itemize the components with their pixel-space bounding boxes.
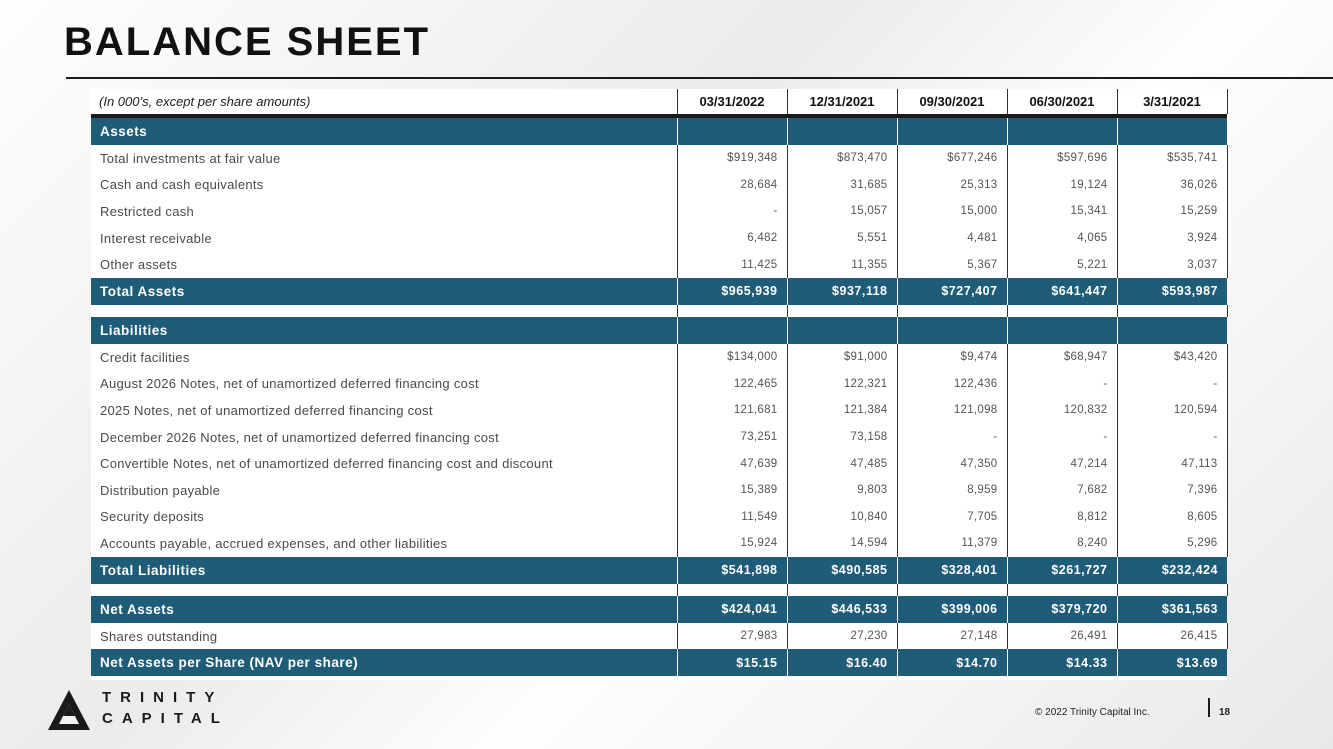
row-value: $597,696 — [1007, 145, 1117, 172]
section-cell — [787, 317, 897, 344]
row-value: $14.70 — [897, 649, 1007, 676]
row-value: $424,041 — [677, 596, 787, 623]
spacer-cell — [1117, 584, 1227, 596]
net-assets-row — [91, 596, 1227, 623]
row-value: 5,296 — [1117, 530, 1227, 557]
row-value: 11,549 — [677, 504, 787, 531]
spacer-cell — [787, 584, 897, 596]
row-value: 120,832 — [1007, 397, 1117, 424]
row-value: 47,350 — [897, 450, 1007, 477]
shares-outstanding-row — [91, 623, 1227, 650]
row-value: $328,401 — [897, 557, 1007, 584]
table-row — [91, 504, 1227, 531]
row-value: 121,098 — [897, 397, 1007, 424]
row-value: 5,367 — [897, 251, 1007, 278]
row-label: December 2026 Notes, net of unamortized deferred financing cost — [100, 429, 500, 445]
row-value: $16.40 — [787, 649, 897, 676]
row-value: 3,037 — [1117, 251, 1227, 278]
title-divider — [66, 77, 1333, 79]
row-value: $261,727 — [1007, 557, 1117, 584]
row-label: Distribution payable — [100, 482, 221, 498]
row-value: 121,681 — [677, 397, 787, 424]
row-value: - — [1007, 371, 1117, 398]
section-cell — [677, 118, 787, 145]
row-value: 47,485 — [787, 450, 897, 477]
units-note: (In 000’s, except per share amounts) — [99, 94, 311, 109]
total-liabilities-row — [91, 557, 1227, 584]
row-value: 122,436 — [897, 371, 1007, 398]
row-value: 9,803 — [787, 477, 897, 504]
row-value: $965,939 — [677, 278, 787, 305]
row-value: $727,407 — [897, 278, 1007, 305]
section-cell — [787, 118, 897, 145]
section-cell — [897, 118, 1007, 145]
row-value: 47,214 — [1007, 450, 1117, 477]
row-label: Credit facilities — [100, 349, 190, 365]
row-value: $541,898 — [677, 557, 787, 584]
table-row — [91, 198, 1227, 225]
trinity-capital-logo — [46, 688, 229, 732]
row-value: - — [1007, 424, 1117, 451]
row-value: $13.69 — [1117, 649, 1227, 676]
table-row — [91, 251, 1227, 278]
row-value: 36,026 — [1117, 172, 1227, 199]
column-header-date: 12/31/2021 — [787, 89, 897, 114]
table-row — [91, 424, 1227, 451]
row-value: 47,113 — [1117, 450, 1227, 477]
row-value: 14,594 — [787, 530, 897, 557]
row-value: $134,000 — [677, 344, 787, 371]
spacer-row — [91, 584, 1227, 596]
page-title: BALANCE SHEET — [64, 20, 431, 64]
row-value: 7,705 — [897, 504, 1007, 531]
row-value: 8,959 — [897, 477, 1007, 504]
row-value: $446,533 — [787, 596, 897, 623]
spacer-cell — [91, 305, 677, 317]
row-value: $937,118 — [787, 278, 897, 305]
row-value: 8,812 — [1007, 504, 1117, 531]
row-value: - — [897, 424, 1007, 451]
spacer-cell — [677, 305, 787, 317]
row-value: $379,720 — [1007, 596, 1117, 623]
logo-word-trinity: TRINITY — [102, 689, 224, 706]
column-header-date: 03/31/2022 — [677, 89, 787, 114]
section-cell — [897, 317, 1007, 344]
row-value: 11,355 — [787, 251, 897, 278]
row-value: 26,491 — [1007, 623, 1117, 650]
row-value: $9,474 — [897, 344, 1007, 371]
page-number: 18 — [1219, 707, 1231, 718]
row-label: Net Assets per Share (NAV per share) — [91, 649, 677, 676]
row-value: 7,396 — [1117, 477, 1227, 504]
row-label: Net Assets — [91, 596, 677, 623]
row-value: 15,259 — [1117, 198, 1227, 225]
row-value: 31,685 — [787, 172, 897, 199]
assets-section-header — [91, 118, 1227, 145]
column-header-date: 09/30/2021 — [897, 89, 1007, 114]
column-header-date: 06/30/2021 — [1007, 89, 1117, 114]
row-value: 26,415 — [1117, 623, 1227, 650]
section-cell — [1117, 317, 1227, 344]
section-label: Liabilities — [91, 317, 677, 344]
row-value: $14.33 — [1007, 649, 1117, 676]
table-row — [91, 371, 1227, 398]
row-label: Total Liabilities — [91, 557, 677, 584]
row-label: 2025 Notes, net of unamortized deferred financing cost — [100, 402, 433, 418]
row-value: $641,447 — [1007, 278, 1117, 305]
row-value: 3,924 — [1117, 225, 1227, 252]
row-value: 19,124 — [1007, 172, 1117, 199]
row-value: $490,585 — [787, 557, 897, 584]
row-value: 121,384 — [787, 397, 897, 424]
row-label: Other assets — [100, 257, 178, 273]
row-value: 47,639 — [677, 450, 787, 477]
footer-divider — [1208, 698, 1210, 717]
table-row — [91, 172, 1227, 199]
row-value: 122,321 — [787, 371, 897, 398]
row-value: $399,006 — [897, 596, 1007, 623]
row-value: 15,341 — [1007, 198, 1117, 225]
section-cell — [1007, 317, 1117, 344]
section-label: Assets — [91, 118, 677, 145]
spacer-row — [91, 305, 1227, 317]
logo-word-capital: CAPITAL — [102, 710, 229, 727]
row-value: 8,240 — [1007, 530, 1117, 557]
row-value: 8,605 — [1117, 504, 1227, 531]
row-value: 73,158 — [787, 424, 897, 451]
row-value: 15,924 — [677, 530, 787, 557]
row-label: Cash and cash equivalents — [100, 177, 264, 193]
row-value: $919,348 — [677, 145, 787, 172]
row-value: $15.15 — [677, 649, 787, 676]
row-value: 120,594 — [1117, 397, 1227, 424]
row-label: Total investments at fair value — [100, 150, 281, 166]
row-value: 11,425 — [677, 251, 787, 278]
row-value: 5,221 — [1007, 251, 1117, 278]
spacer-cell — [1007, 305, 1117, 317]
spacer-cell — [1117, 305, 1227, 317]
row-value: $68,947 — [1007, 344, 1117, 371]
table-header-row — [91, 89, 1227, 114]
total-assets-row — [91, 278, 1227, 305]
spacer-cell — [1007, 584, 1117, 596]
row-value: $593,987 — [1117, 278, 1227, 305]
row-value: 28,684 — [677, 172, 787, 199]
column-header-date: 3/31/2021 — [1117, 89, 1227, 114]
spacer-cell — [677, 584, 787, 596]
table-row — [91, 225, 1227, 252]
row-value: 73,251 — [677, 424, 787, 451]
section-cell — [677, 317, 787, 344]
row-value: 122,465 — [677, 371, 787, 398]
table-row — [91, 530, 1227, 557]
table-row — [91, 397, 1227, 424]
table-row — [91, 450, 1227, 477]
row-value: 15,389 — [677, 477, 787, 504]
row-label: Security deposits — [100, 509, 205, 525]
nav-per-share-row — [91, 649, 1227, 676]
row-label: Total Assets — [91, 278, 677, 305]
section-cell — [1117, 118, 1227, 145]
row-value: 27,983 — [677, 623, 787, 650]
row-value: 25,313 — [897, 172, 1007, 199]
row-label: Accounts payable, accrued expenses, and other liabilities — [100, 535, 448, 551]
table-row — [91, 145, 1227, 172]
copyright-notice: © 2022 Trinity Capital Inc. — [1035, 707, 1150, 718]
row-value: - — [1117, 424, 1227, 451]
row-value: $535,741 — [1117, 145, 1227, 172]
row-value: 5,551 — [787, 225, 897, 252]
row-value: $232,424 — [1117, 557, 1227, 584]
trinity-logo-mark-icon — [46, 688, 92, 732]
row-value: 10,840 — [787, 504, 897, 531]
row-value: $677,246 — [897, 145, 1007, 172]
row-value: $361,563 — [1117, 596, 1227, 623]
section-cell — [1007, 118, 1117, 145]
row-label: Interest receivable — [100, 230, 212, 246]
balance-sheet-panel — [91, 89, 1227, 680]
row-value: - — [1117, 371, 1227, 398]
row-value: 4,065 — [1007, 225, 1117, 252]
row-label: August 2026 Notes, net of unamortized deferred financing cost — [100, 376, 479, 392]
liabilities-section-header — [91, 317, 1227, 344]
row-label: Restricted cash — [100, 203, 195, 219]
row-value: 27,230 — [787, 623, 897, 650]
table-row — [91, 344, 1227, 371]
spacer-cell — [787, 305, 897, 317]
row-value: $873,470 — [787, 145, 897, 172]
row-value: $43,420 — [1117, 344, 1227, 371]
row-value: 15,057 — [787, 198, 897, 225]
spacer-cell — [897, 584, 1007, 596]
row-value: 27,148 — [897, 623, 1007, 650]
row-value: 15,000 — [897, 198, 1007, 225]
table-row — [91, 477, 1227, 504]
row-label: Convertible Notes, net of unamortized deferred financing cost and discount — [100, 456, 553, 472]
balance-sheet-table — [91, 89, 1228, 676]
row-label: Shares outstanding — [100, 628, 218, 644]
spacer-cell — [91, 584, 677, 596]
spacer-cell — [897, 305, 1007, 317]
row-value: 7,682 — [1007, 477, 1117, 504]
row-value: 6,482 — [677, 225, 787, 252]
row-value: $91,000 — [787, 344, 897, 371]
row-value: 4,481 — [897, 225, 1007, 252]
row-value: - — [677, 198, 787, 225]
row-value: 11,379 — [897, 530, 1007, 557]
